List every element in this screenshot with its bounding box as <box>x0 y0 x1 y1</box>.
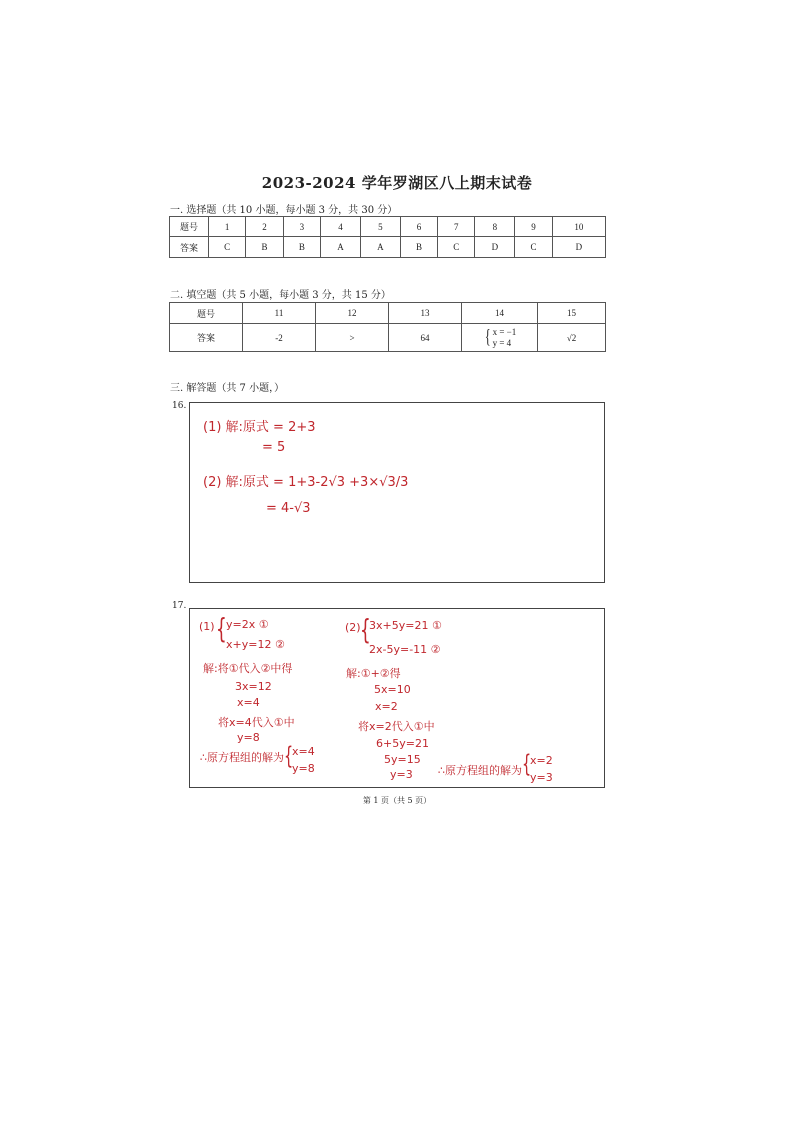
section1-table <box>169 216 606 258</box>
solution: x=2 <box>530 754 553 767</box>
section2-answer-row <box>170 324 606 352</box>
section3-heading: 三. 解答题（共 7 小题，） <box>170 383 285 394</box>
table-cell: 4 <box>320 217 360 237</box>
conclusion: ∴原方程组的解为 <box>200 751 284 764</box>
section2-heading: 二. 填空题（共 5 小题，每小题 3 分，共 15 分） <box>170 290 391 301</box>
table-cell: 5 <box>360 217 400 237</box>
table-cell: 3 <box>283 217 320 237</box>
table-cell: 14 <box>462 303 538 324</box>
handwriting-line: 将x=2代入①中 <box>358 720 435 733</box>
solution: y=8 <box>292 762 315 775</box>
handwriting-line: = 5 <box>262 440 286 455</box>
handwriting-line: x=4 <box>237 696 260 709</box>
solution: y=3 <box>530 771 553 784</box>
handwriting-line: (2) 解:原式 = 1+3-2√3 +3×√3/3 <box>203 475 409 490</box>
section2-table <box>169 302 606 352</box>
table-cell: 13 <box>389 303 462 324</box>
row-label: 题号 <box>170 217 209 237</box>
brace-symbol: { <box>522 750 532 778</box>
table-cell: 6 <box>400 217 437 237</box>
row-label: 题号 <box>170 303 243 324</box>
handwriting-line: 6+5y=21 <box>376 737 429 750</box>
question-number: 16. <box>172 401 187 411</box>
handwriting-line: 解:①+②得 <box>346 667 401 680</box>
table-cell: C <box>438 237 475 258</box>
table-cell: 12 <box>316 303 389 324</box>
table-cell: 64 <box>389 324 462 352</box>
part-label: (2) <box>345 621 361 634</box>
handwriting-line: = 4-√3 <box>266 501 311 516</box>
table-cell: A <box>320 237 360 258</box>
table-cell: -2 <box>243 324 316 352</box>
q14-system <box>493 327 517 349</box>
handwriting-line: (1) 解:原式 = 2+3 <box>203 420 316 435</box>
equation: y=2x ① <box>226 618 269 631</box>
handwriting-line: 5y=15 <box>384 753 421 766</box>
table-cell: B <box>283 237 320 258</box>
table-cell: 1 <box>209 217 246 237</box>
section1-number-row <box>170 217 606 237</box>
section1-answer-row <box>170 237 606 258</box>
table-cell: 7 <box>438 217 475 237</box>
table-cell: 15 <box>538 303 606 324</box>
handwriting-line: y=8 <box>237 731 260 744</box>
handwriting-line: 将x=4代入①中 <box>218 716 295 729</box>
q14-line: y = 4 <box>492 337 512 348</box>
brace-symbol: { <box>484 326 491 348</box>
table-cell: 8 <box>475 217 515 237</box>
table-cell: B <box>400 237 437 258</box>
conclusion: ∴原方程组的解为 <box>438 764 522 777</box>
table-cell: D <box>475 237 515 258</box>
brace-symbol: { <box>360 613 371 646</box>
handwriting-line: 3x=12 <box>235 680 272 693</box>
table-cell: D <box>552 237 605 258</box>
equation: x+y=12 ② <box>226 638 285 651</box>
table-cell: 9 <box>515 217 552 237</box>
page-title: 2023-2024 学年罗湖区八上期末试卷 <box>261 174 533 192</box>
table-cell: C <box>515 237 552 258</box>
section1-heading: 一. 选择题（共 10 小题，每小题 3 分，共 30 分） <box>170 205 398 216</box>
row-label: 答案 <box>170 237 209 258</box>
equation: 3x+5y=21 ① <box>369 619 442 632</box>
handwriting-line: x=2 <box>375 700 398 713</box>
question-number: 17. <box>172 601 187 611</box>
table-cell: √2 <box>538 324 606 352</box>
table-cell: A <box>360 237 400 258</box>
handwriting-line: 解:将①代入②中得 <box>203 662 293 675</box>
q14-line: x = −1 <box>492 326 517 337</box>
table-cell: 2 <box>246 217 283 237</box>
table-cell: 10 <box>552 217 605 237</box>
table-cell: > <box>316 324 389 352</box>
brace-symbol: { <box>284 742 294 770</box>
equation: 2x-5y=-11 ② <box>369 643 441 656</box>
table-cell: C <box>209 237 246 258</box>
page-footer: 第 1 页（共 5 页） <box>362 796 432 805</box>
handwriting-line: y=3 <box>390 768 413 781</box>
solution: x=4 <box>292 745 315 758</box>
table-cell-system <box>462 324 538 352</box>
row-label: 答案 <box>170 324 243 352</box>
table-cell: B <box>246 237 283 258</box>
handwriting-line: 5x=10 <box>374 683 411 696</box>
brace-symbol: { <box>216 612 227 645</box>
table-cell: 11 <box>243 303 316 324</box>
part-label: (1) <box>199 620 215 633</box>
section2-number-row <box>170 303 606 324</box>
